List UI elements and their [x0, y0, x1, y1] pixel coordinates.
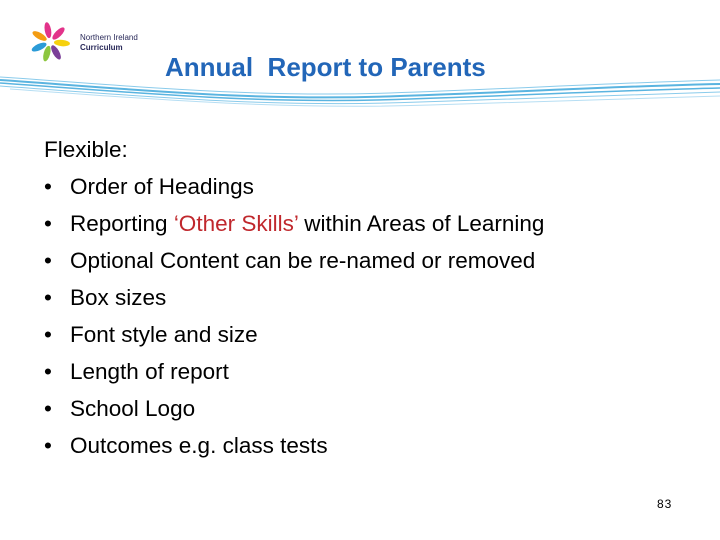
list-item-text-after: within Areas of Learning: [298, 211, 545, 236]
section-heading: Flexible:: [44, 137, 128, 162]
logo-text-line1: Northern Ireland: [80, 33, 138, 42]
list-item-text: Outcomes e.g. class tests: [70, 433, 328, 458]
list-item-text: Font style and size: [70, 322, 258, 347]
northern-ireland-curriculum-logo: [28, 18, 158, 68]
logo-flower-icon: [28, 18, 80, 68]
bullet-icon: •: [44, 322, 52, 347]
list-item-text: Optional Content can be re-named or removed: [70, 248, 536, 273]
slide-title: Annual Report to Parents: [165, 52, 486, 82]
list-item: [44, 316, 704, 353]
bullet-icon: •: [44, 285, 52, 310]
logo-text-line2: Curriculum: [80, 43, 123, 52]
list-item-highlight: ‘Other Skills’: [173, 211, 299, 236]
list-item: [44, 427, 704, 464]
bullet-list: [44, 168, 704, 464]
bullet-icon: •: [44, 211, 52, 236]
list-item-text: School Logo: [70, 396, 196, 421]
list-item: [44, 168, 704, 205]
list-item: [44, 279, 704, 316]
list-item: [44, 242, 704, 279]
list-item-text: Order of Headings: [70, 174, 254, 199]
slide-body: [44, 131, 704, 464]
bullet-icon: •: [44, 359, 52, 384]
list-item: [44, 205, 704, 242]
bullet-icon: •: [44, 396, 52, 421]
bullet-icon: •: [44, 248, 52, 273]
bullet-icon: •: [44, 433, 52, 458]
list-item-text: Length of report: [70, 359, 229, 384]
bullet-icon: •: [44, 174, 52, 199]
list-item-text: Box sizes: [70, 285, 167, 310]
list-item: [44, 390, 704, 427]
list-item: [44, 353, 704, 390]
page-number: 83: [657, 497, 673, 511]
header-swoosh-divider: [0, 72, 720, 112]
list-item-text-before: Reporting: [70, 211, 174, 236]
